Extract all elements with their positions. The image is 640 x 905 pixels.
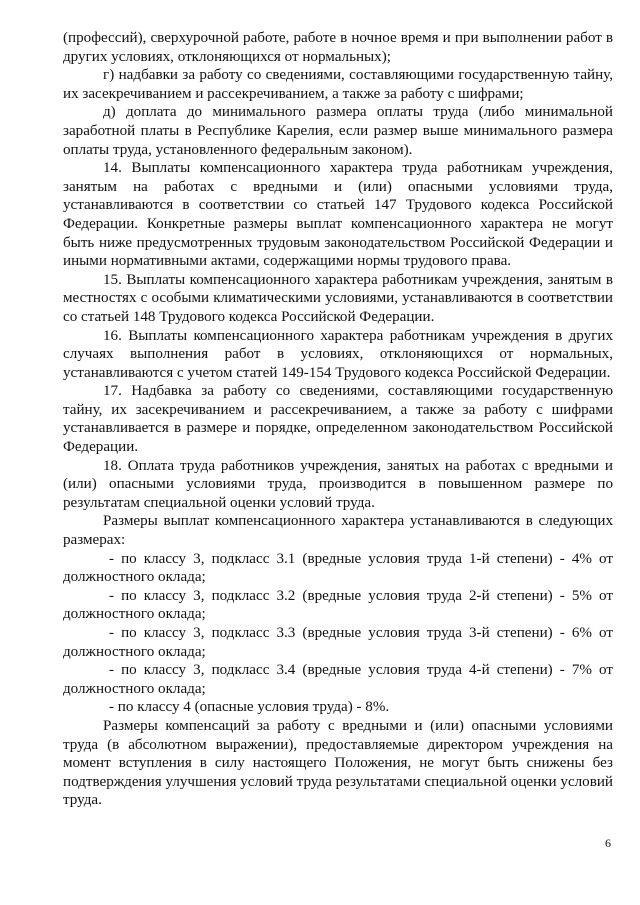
paragraph-14: 14. Выплаты компенсационного характера труда работникам учреждения, занятым на работах с вредными и (или) опасными условиями труда, устанавливаются в соответствии со статьей 147 Трудового кодекса Российской Федерации. Конкретные размеры выплат компенсационного характера не могут быть ниже предусмотренных трудовым законодательством Российской Федерации и иными нормативными актами, содержащими нормы трудового права. bbox=[63, 160, 613, 270]
paragraph-item-d: д) доплата до минимального размера оплаты труда (либо минимальной заработной платы в Республике Карелия, если размер выше минимального размера оплаты труда, установленного федеральным законом). bbox=[63, 104, 613, 158]
paragraph-item-g: г) надбавки за работу со сведениями, составляющими государственную тайну, их засекречиванием и рассекречиванием, а также за работу с шифрами; bbox=[63, 67, 613, 102]
paragraph-18: 18. Оплата труда работников учреждения, занятых на работах с вредными и (или) опасными условиями труда, производится в повышенном размере по результатам специальной оценки условий труда. bbox=[63, 457, 613, 511]
paragraph-16: 16. Выплаты компенсационного характера работникам учреждения в других случаях выполнения работ в условиях, отклоняющихся от нормальных, устанавливаются с учетом статей 149-154 Трудового кодекса Российской Федерации. bbox=[63, 327, 613, 381]
paragraph-continuation: (профессий), сверхурочной работе, работе в ночное время и при выполнении работ в других условиях, отклоняющихся от нормальных); bbox=[63, 30, 613, 65]
page-number: 6 bbox=[605, 836, 611, 850]
list-item-class-3-3: - по классу 3, подкласс 3.3 (вредные условия труда 3-й степени) - 6% от должностного оклада; bbox=[63, 625, 613, 660]
list-item-class-3-2: - по классу 3, подкласс 3.2 (вредные условия труда 2-й степени) - 5% от должностного оклада; bbox=[63, 587, 613, 623]
list-item-class-3-1: - по классу 3, подкласс 3.1 (вредные условия труда 1-й степени) - 4% от должностного оклада; bbox=[63, 550, 613, 586]
paragraph-17: 17. Надбавка за работу со сведениями, составляющими государственную тайну, их засекречиванием и рассекречиванием, а также за работу с шифрами устанавливается в размере и порядке, определенном законодательством Российской Федерации. bbox=[63, 383, 613, 456]
document-body bbox=[63, 29, 613, 810]
list-item-class-4: - по классу 4 (опасные условия труда) - 8%. bbox=[109, 699, 390, 716]
paragraph-15: 15. Выплаты компенсационного характера работникам учреждения, занятым в местностях с особыми климатическими условиями, устанавливаются в соответствии со статьей 148 Трудового кодекса Российской Федерации. bbox=[63, 271, 613, 325]
list-item-class-3-4: - по классу 3, подкласс 3.4 (вредные условия труда 4-й степени) - 7% от должностного оклада; bbox=[63, 662, 613, 697]
paragraph-compensation-sizes: Размеры компенсаций за работу с вредными и (или) опасными условиями труда (в абсолютном выражении), предоставляемые директором учреждения на момент вступления в силу настоящего Положения, не могут быть снижены без подтверждения улучшения условий труда результатами специальной оценки условий труда. bbox=[63, 717, 613, 809]
paragraph-sizes-intro: Размеры выплат компенсационного характера устанавливаются в следующих размерах: bbox=[63, 513, 613, 549]
